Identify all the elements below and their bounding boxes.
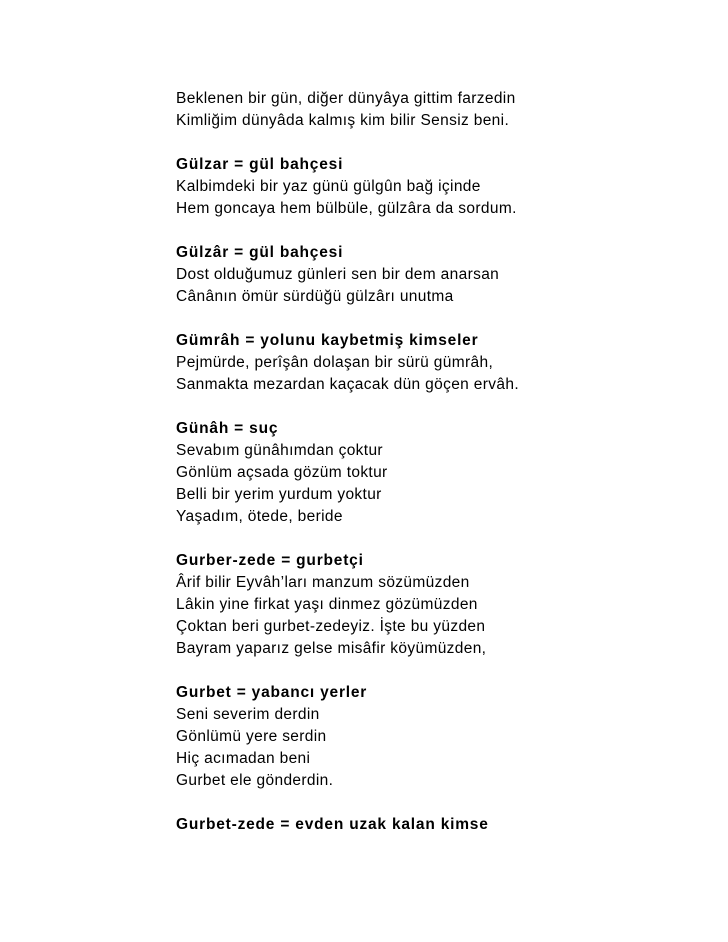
- entry-heading: Gümrâh = yolunu kaybetmiş kimseler: [176, 332, 479, 349]
- entry-gumrah: [176, 330, 696, 396]
- verse-line: Pejmürde, perîşân dolaşan bir sürü gümrâh,: [176, 354, 494, 371]
- stanza-gap: [176, 528, 696, 550]
- stanza-gap: [176, 220, 696, 242]
- verse-line: Lâkin yine firkat yaşı dinmez gözümüzden: [176, 596, 478, 613]
- verse-line: Hiç acımadan beni: [176, 750, 311, 767]
- entry-heading: Gülzâr = gül bahçesi: [176, 244, 344, 261]
- verse-line: Sanmakta mezardan kaçacak dün göçen ervâh.: [176, 376, 519, 393]
- verse-line: Ârif bilir Eyvâh’ları manzum sözümüzden: [176, 574, 470, 591]
- verse-line: Bayram yaparız gelse misâfir köyümüzden,: [176, 640, 487, 657]
- verse-line: Dost olduğumuz günleri sen bir dem anarsan: [176, 266, 500, 283]
- intro-stanza: [176, 88, 696, 132]
- stanza-gap: [176, 792, 696, 814]
- entry-gunah: [176, 418, 696, 528]
- stanza-gap: [176, 308, 696, 330]
- verse-line: Seni severim derdin: [176, 706, 320, 723]
- verse-line: Kalbimdeki bir yaz günü gülgûn bağ içinde: [176, 178, 481, 195]
- verse-line: Gurbet ele gönderdin.: [176, 772, 334, 789]
- stanza-gap: [176, 396, 696, 418]
- entry-heading: Gurber-zede = gurbetçi: [176, 552, 364, 569]
- entry-heading: Gülzar = gül bahçesi: [176, 156, 344, 173]
- entry-gulzar-2: [176, 242, 696, 308]
- verse-line: Cânânın ömür sürdüğü gülzârı unutma: [176, 288, 454, 305]
- verse-line: Beklenen bir gün, diğer dünyâya gittim farzedin: [176, 90, 516, 107]
- document-page: [176, 88, 696, 836]
- entry-gurbet-zede: [176, 814, 696, 836]
- stanza-gap: [176, 132, 696, 154]
- verse-line: Gönlümü yere serdin: [176, 728, 327, 745]
- verse-line: Kimliğim dünyâda kalmış kim bilir Sensiz beni.: [176, 112, 510, 129]
- verse-line: Çoktan beri gurbet-zedeyiz. İşte bu yüzden: [176, 618, 486, 635]
- entry-gulzar: [176, 154, 696, 220]
- verse-line: Belli bir yerim yurdum yoktur: [176, 486, 382, 503]
- verse-line: Sevabım günâhımdan çoktur: [176, 442, 383, 459]
- verse-line: Gönlüm açsada gözüm toktur: [176, 464, 388, 481]
- entry-heading: Gurbet = yabancı yerler: [176, 684, 368, 701]
- entry-gurbet: [176, 682, 696, 792]
- entry-heading: Gurbet-zede = evden uzak kalan kimse: [176, 816, 489, 833]
- verse-line: Hem goncaya hem bülbüle, gülzâra da sordum.: [176, 200, 517, 217]
- entry-heading: Günâh = suç: [176, 420, 279, 437]
- verse-line: Yaşadım, ötede, beride: [176, 508, 343, 525]
- entry-gurber-zede: [176, 550, 696, 660]
- stanza-gap: [176, 660, 696, 682]
